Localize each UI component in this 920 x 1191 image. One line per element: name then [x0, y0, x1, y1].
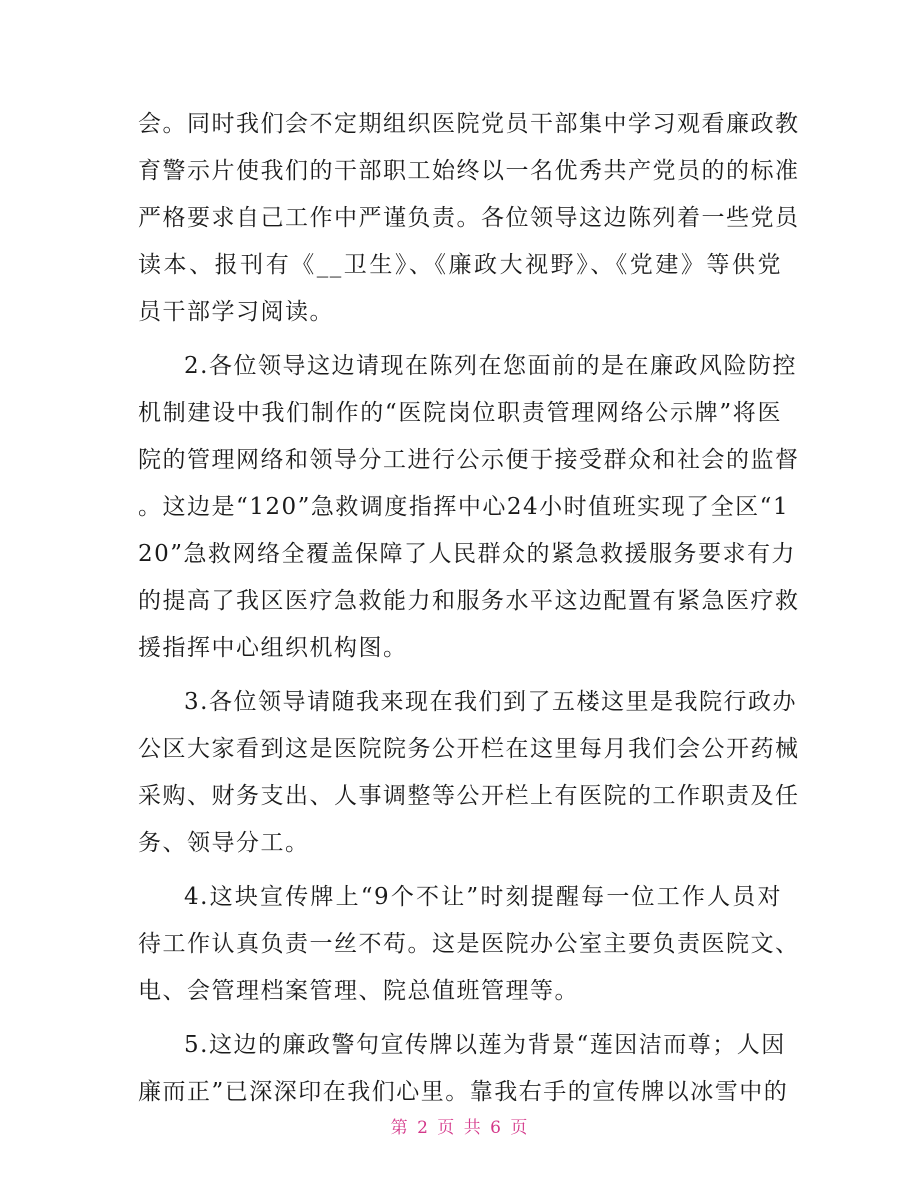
text-line: 育警示片使我们的干部职工始终以一名优秀共产党员的的标准 [138, 158, 800, 184]
text-line: 2.各位领导这边请现在陈列在您面前的是在廉政风险防控 [184, 353, 797, 379]
text-line: 务、领导分工。 [138, 830, 310, 856]
document-body [138, 104, 800, 1119]
text-line: 会。同时我们会不定期组织医院党员干部集中学习观看廉政教 [138, 111, 800, 137]
text-line: 的提高了我区医疗急救能力和服务水平这边配置有紧急医疗救 [138, 588, 800, 614]
text-line: 4.这块宣传牌上“9个不让”时刻提醒每一位工作人员对 [184, 884, 782, 910]
text-line: 援指挥中心组织机构图。 [138, 635, 408, 661]
text-line: 严格要求自己工作中严谨负责。各位领导这边陈列着一些党员 [138, 205, 800, 231]
text-line: 电、会管理档案管理、院总值班管理等。 [138, 978, 579, 1004]
text-line: 公区大家看到这是医院院务公开栏在这里每月我们会公开药械 [138, 736, 800, 762]
text-line: 读本、报刊有《__卫生》、《廉政大视野》、《党建》等供党 [138, 252, 782, 278]
page-number-footer: 第 2 页 共 6 页 [390, 1118, 530, 1138]
text-line: 廉而正”已深深印在我们心里。靠我右手的宣传牌以冰雪中的 [138, 1079, 789, 1105]
text-line: 员干部学习阅读。 [138, 299, 334, 325]
text-line: 。这边是“120”急救调度指挥中心24小时值班实现了全区“1 [138, 494, 790, 520]
text-line: 待工作认真负责一丝不苟。这是医院办公室主要负责医院文、 [138, 931, 800, 957]
text-line: 采购、财务支出、人事调整等公开栏上有医院的工作职责及任 [138, 783, 800, 809]
text-line: 5.这边的廉政警句宣传牌以莲为背景“莲因洁而尊；人因 [184, 1032, 786, 1058]
text-line: 20”急救网络全覆盖保障了人民群众的紧急救援服务要求有力 [138, 541, 797, 567]
text-line: 3.各位领导请随我来现在我们到了五楼这里是我院行政办 [184, 689, 797, 715]
text-line: 机制建设中我们制作的“医院岗位职责管理网络公示牌”将医 [138, 400, 782, 426]
text-line: 院的管理网络和领导分工进行公示便于接受群众和社会的监督 [138, 447, 800, 473]
